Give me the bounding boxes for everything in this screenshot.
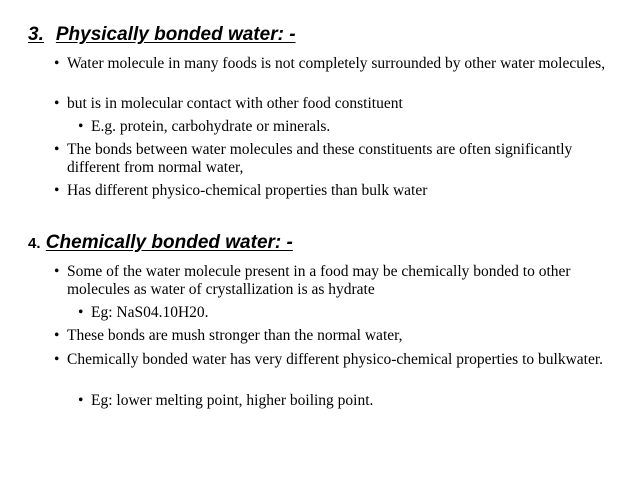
list-item: • Eg: NaS04.10H20. — [78, 304, 209, 321]
list-item: • These bonds are mush stronger than the normal water, — [54, 327, 403, 344]
list-item: • Has different physico-chemical properties than bulk water — [54, 182, 428, 199]
section-3-title: Physically bonded water: — [55, 24, 284, 45]
section-4-title: Chemically bonded water — [45, 232, 275, 253]
list-item: • Water molecule in many foods is not completely surrounded by other water molecules, — [54, 55, 606, 72]
section-4-suffix: : - — [274, 232, 293, 253]
section-3-number: 3. — [28, 24, 44, 45]
section-4-number: 4. — [28, 235, 41, 252]
section-3-suffix: - — [283, 24, 296, 45]
section-4-heading — [28, 232, 293, 255]
section-3-heading — [28, 24, 296, 46]
list-item: • E.g. protein, carbohydrate or minerals. — [78, 118, 331, 135]
list-item: • The bonds between water molecules and these constituents are often significantly different from normal water, — [54, 141, 573, 176]
list-item: • but is in molecular contact with other food constituent — [54, 95, 403, 112]
list-item: • Chemically bonded water has very different physico-chemical properties to bulkwater. — [54, 351, 604, 368]
list-item: • Eg: lower melting point, higher boiling point. — [78, 392, 374, 409]
list-item: • Some of the water molecule present in a food may be chemically bonded to other molecules as water of crystallization is as hydrate — [54, 263, 571, 298]
